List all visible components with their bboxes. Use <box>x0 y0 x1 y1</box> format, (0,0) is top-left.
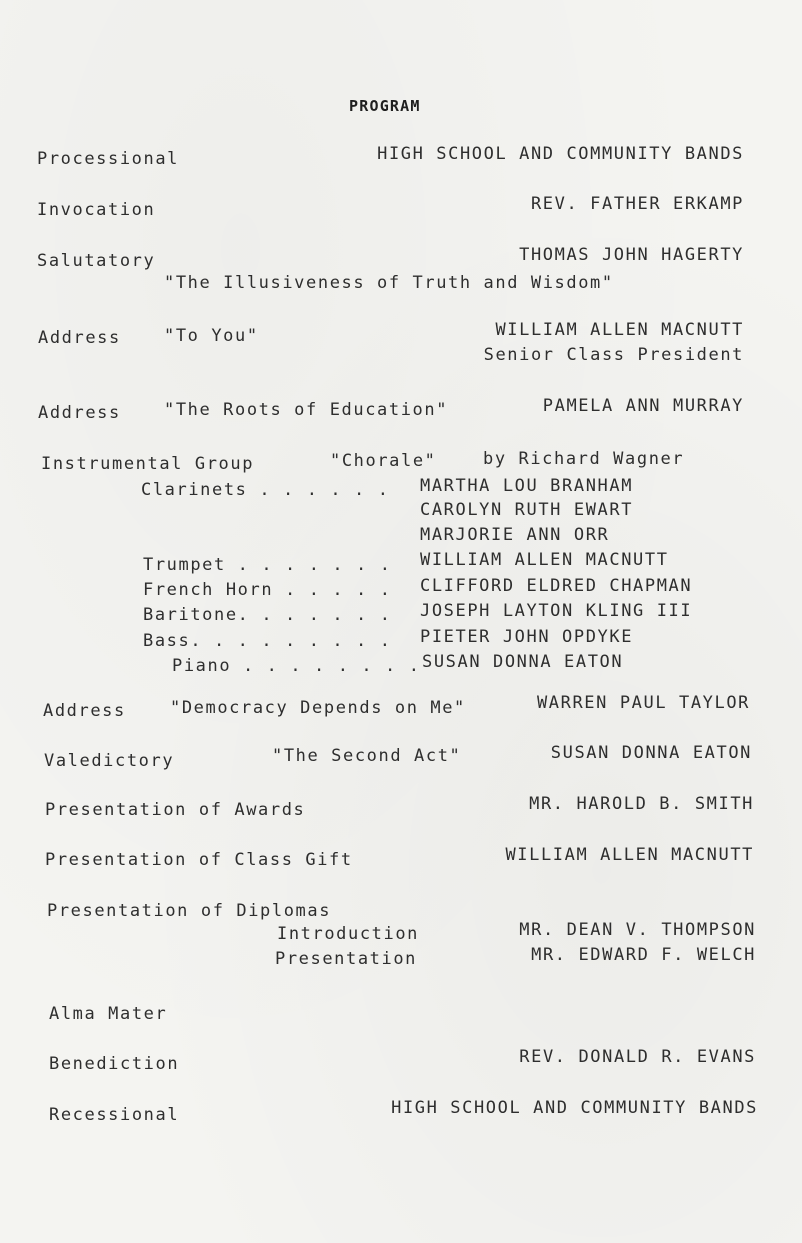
valedictory-topic: "The Second Act" <box>272 746 462 766</box>
valedictory-label: Valedictory <box>44 751 175 771</box>
benediction-performer: REV. DONALD R. EVANS <box>519 1047 756 1067</box>
processional-performer: HIGH SCHOOL AND COMMUNITY BANDS <box>377 144 744 164</box>
salutatory-performer: THOMAS JOHN HAGERTY <box>519 245 744 265</box>
diplomas-label: Presentation of Diplomas <box>47 901 332 921</box>
clarinet-player: MARTHA LOU BRANHAM <box>420 476 634 496</box>
instrumental-group-label: Instrumental Group <box>41 454 255 474</box>
bass-label: Bass. . . . . . . . . <box>143 631 392 651</box>
awards-label: Presentation of Awards <box>45 800 306 820</box>
trumpet-player: WILLIAM ALLEN MACNUTT <box>420 550 669 570</box>
invocation-label: Invocation <box>37 200 156 220</box>
address-topic: "To You" <box>164 326 259 346</box>
piano-label: Piano . . . . . . . . <box>172 656 421 676</box>
salutatory-label: Salutatory <box>37 251 156 271</box>
address-label: Address <box>38 328 121 348</box>
clarinets-label: Clarinets . . . . . . <box>141 480 390 500</box>
address-performer: WILLIAM ALLEN MACNUTT <box>495 320 744 340</box>
instrumental-piece: "Chorale" <box>330 451 437 471</box>
french-horn-label: French Horn . . . . . <box>143 580 392 600</box>
french-horn-player: CLIFFORD ELDRED CHAPMAN <box>420 576 693 596</box>
class-gift-presenter: WILLIAM ALLEN MACNUTT <box>505 845 754 865</box>
processional-label: Processional <box>37 149 180 169</box>
address-label: Address <box>43 701 126 721</box>
alma-mater-label: Alma Mater <box>49 1004 168 1024</box>
instrumental-composer: by Richard Wagner <box>483 449 685 469</box>
address-performer: PAMELA ANN MURRAY <box>542 396 744 416</box>
address-topic: "Democracy Depends on Me" <box>170 698 466 718</box>
valedictory-performer: SUSAN DONNA EATON <box>550 743 752 763</box>
address-performer-role: Senior Class President <box>483 345 744 365</box>
address-topic: "The Roots of Education" <box>164 400 449 420</box>
presentation-presenter: MR. EDWARD F. WELCH <box>531 945 756 965</box>
clarinet-player: CAROLYN RUTH EWART <box>420 500 634 520</box>
recessional-label: Recessional <box>49 1105 180 1125</box>
address-label: Address <box>38 403 121 423</box>
introduction-presenter: MR. DEAN V. THOMPSON <box>519 920 756 940</box>
baritone-player: JOSEPH LAYTON KLING III <box>420 601 693 621</box>
baritone-label: Baritone. . . . . . . <box>143 605 392 625</box>
bass-player: PIETER JOHN OPDYKE <box>420 627 634 647</box>
address-performer: WARREN PAUL TAYLOR <box>536 693 750 713</box>
introduction-label: Introduction <box>277 924 420 944</box>
awards-presenter: MR. HAROLD B. SMITH <box>529 794 754 814</box>
invocation-performer: REV. FATHER ERKAMP <box>530 194 744 214</box>
salutatory-topic: "The Illusiveness of Truth and Wisdom" <box>164 273 614 293</box>
class-gift-label: Presentation of Class Gift <box>45 850 353 870</box>
clarinet-player: MARJORIE ANN ORR <box>420 525 610 545</box>
trumpet-label: Trumpet . . . . . . . <box>143 555 392 575</box>
recessional-performer: HIGH SCHOOL AND COMMUNITY BANDS <box>391 1098 758 1118</box>
presentation-label: Presentation <box>275 949 418 969</box>
piano-player: SUSAN DONNA EATON <box>422 652 624 672</box>
page-title: PROGRAM <box>349 97 421 115</box>
benediction-label: Benediction <box>49 1054 180 1074</box>
